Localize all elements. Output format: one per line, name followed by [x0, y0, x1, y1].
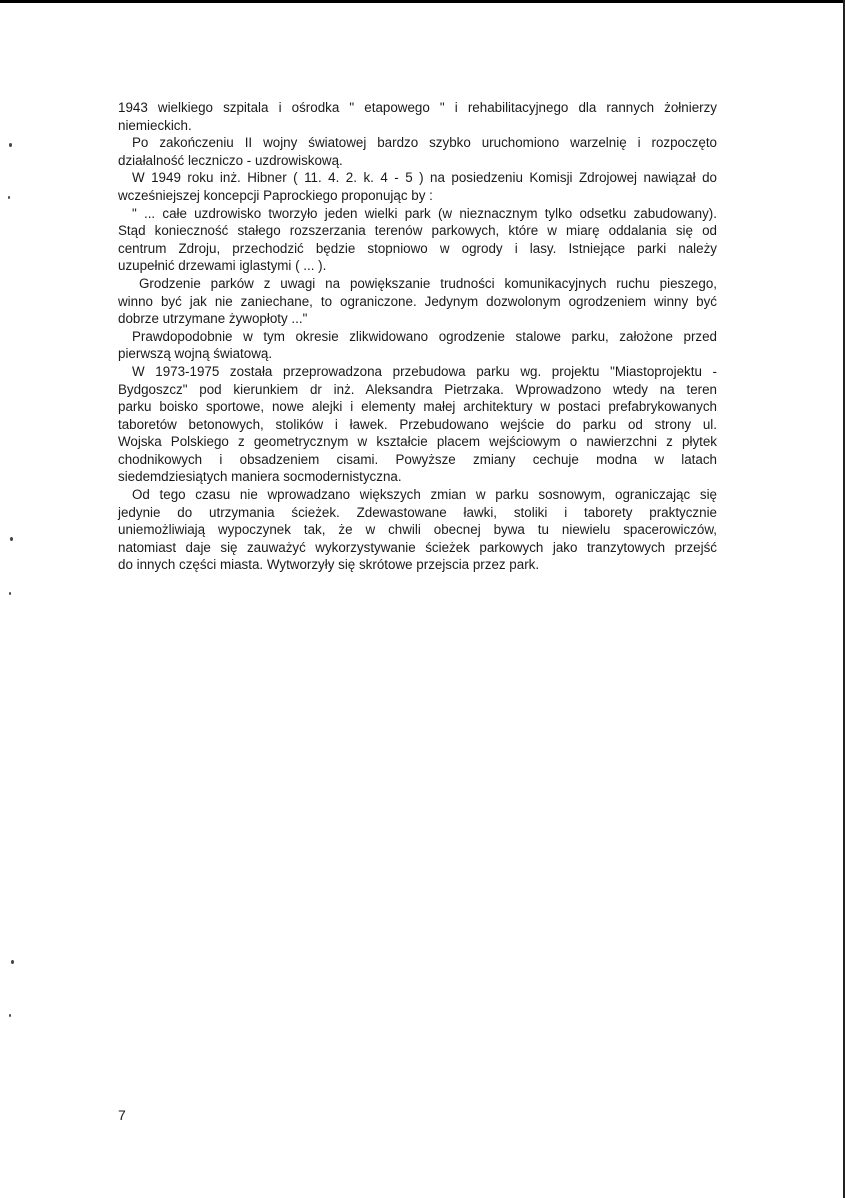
- text-line: uzupełnić drzewami iglastymi ( ... ).: [118, 258, 327, 274]
- text-line: 1943 wielkiego szpitala i ośrodka " etapowego " i rehabilitacyjnego dla rannych żołnierzy: [118, 100, 717, 115]
- text-line: parku boisko sportowe, nowe alejki i elementy małej architektury w postaci prefabrykowanych: [118, 399, 717, 415]
- text-line: do innych części miasta. Wytworzyły się skrótowe przejscia przez park.: [118, 557, 540, 573]
- text-line: Grodzenie parków z uwagi na powiększanie trudności komunikacyjnych ruchu pieszego,: [139, 275, 717, 291]
- scan-speck: [10, 537, 13, 541]
- text-line: taboretów betonowych, stolików i ławek. Przebudowano wejście do parku od strony ul.: [118, 416, 717, 432]
- text-line: centrum Zdroju, przechodzić będzie stopniowo w ogrody i lasy. Istniejące parki należy: [118, 240, 717, 256]
- body-text: [118, 99, 717, 574]
- scan-top-edge: [0, 0, 845, 3]
- text-line: Wojska Polskiego z geometrycznym w kształcie placem wejściowym o nawierzchni z płytek: [118, 434, 717, 450]
- text-line: W 1949 roku inż. Hibner ( 11. 4. 2. k. 4 - 5 ) na posiedzeniu Komisji Zdrojowej nawiązał do: [132, 170, 717, 186]
- text-line: jedynie do utrzymania ścieżek. Zdewastowane ławki, stoliki i taborety praktycznie: [118, 504, 717, 520]
- text-line: dobrze utrzymane żywopłoty ...": [118, 311, 308, 327]
- scan-speck: [9, 143, 12, 147]
- text-line: Stąd konieczność stałego rozszerzania terenów parkowych, które w miarę oddalania się od: [118, 223, 717, 239]
- text-line: Bydgoszcz" pod kierunkiem dr inż. Aleksandra Pietrzaka. Wprowadzono wtedy na teren: [118, 381, 717, 397]
- text-line: W 1973-1975 została przeprowadzona przebudowa parku wg. projektu "Miastoprojektu -: [132, 363, 717, 379]
- scan-speck: [9, 592, 11, 595]
- text-line: siedemdziesiątych maniera socmodernistyczna.: [118, 469, 402, 485]
- text-line: niemieckich.: [118, 117, 192, 133]
- scan-speck: [11, 960, 14, 964]
- text-line: działalność leczniczo - uzdrowiskową.: [118, 152, 343, 168]
- text-line: Prawdopodobnie w tym okresie zlikwidowano ogrodzenie stalowe parku, założone przed: [132, 328, 717, 344]
- text-line: " ... całe uzdrowisko tworzyło jeden wielki park (w nieznacznym tylko odsetku zabudowany).: [132, 205, 717, 221]
- text-line: Po zakończeniu II wojny światowej bardzo szybko uruchomiono warzelnię i rozpoczęto: [132, 135, 717, 151]
- text-line: wcześniejszej koncepcji Paprockiego proponując by :: [118, 187, 433, 203]
- text-line: winno być jak nie zaniechane, to ograniczone. Jedynym dozwolonym ogrodzeniem winny być: [118, 293, 717, 309]
- text-line: pierwszą wojną światową.: [118, 346, 273, 362]
- scan-speck: [8, 196, 10, 199]
- text-line: natomiast daje się zauważyć wykorzystywanie ścieżek parkowych jako tranzytowych przejść: [118, 539, 717, 555]
- scan-speck: [9, 1014, 11, 1017]
- text-line: Od tego czasu nie wprowadzano większych zmian w parku sosnowym, ograniczając się: [132, 487, 717, 503]
- page-number: 7: [118, 1107, 126, 1123]
- text-line: uniemożliwiają wypoczynek tak, że w chwili obecnej bywa tu niewielu spacerowiczów,: [118, 522, 717, 538]
- text-line: chodnikowych i obsadzeniem cisami. Powyższe zmiany cechuje modna w latach: [118, 451, 717, 467]
